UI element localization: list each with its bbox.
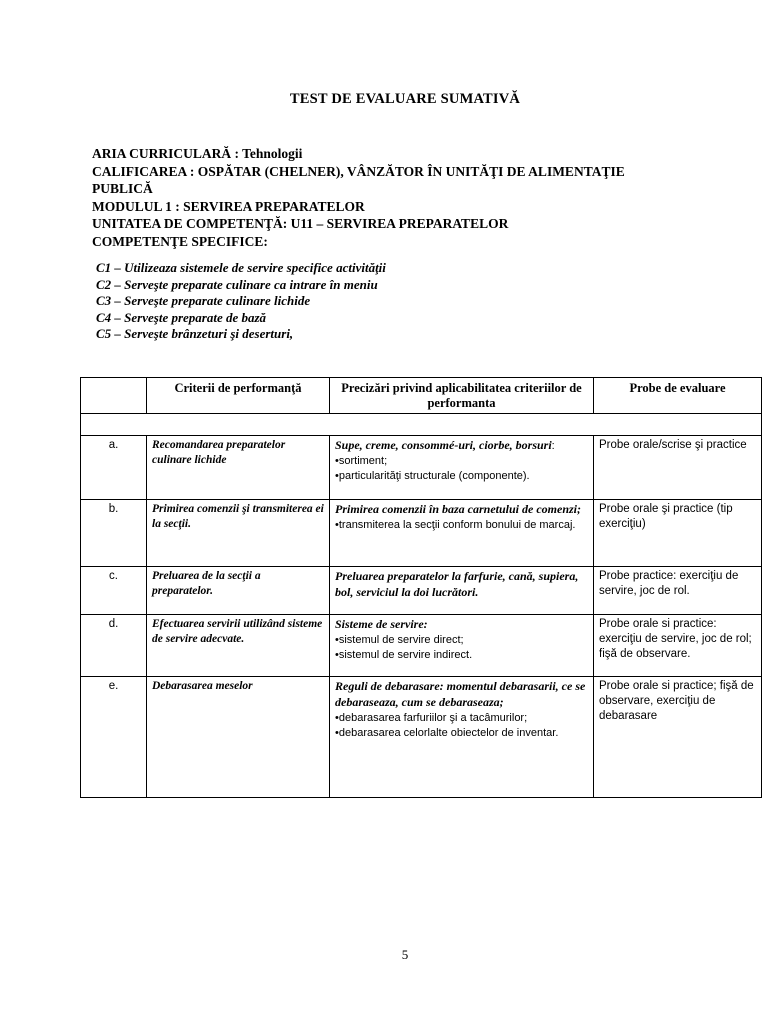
aria-label: ARIA CURRICULARĂ : — [92, 146, 240, 161]
row-letter: a. — [81, 436, 147, 500]
modulul-line: MODULUL 1 : SERVIREA PREPARATELOR — [92, 198, 365, 214]
row-probe: Probe orale si practice; fişă de observare, exerciţiu de debarasare — [594, 677, 762, 798]
competente-heading: COMPETENŢE SPECIFICE: — [92, 233, 268, 249]
precizare-item: •sistemul de servire direct; — [335, 634, 464, 646]
precizare-bold: Sisteme de servire: — [335, 617, 428, 631]
precizare-bold: Primirea comenzii în baza carnetului de comenzi; — [335, 502, 582, 516]
table-row — [81, 500, 762, 567]
competence-item: C5 – Serveşte brânzeturi şi deserturi, — [96, 326, 294, 341]
precizare-suffix: : — [551, 440, 555, 452]
row-precizare — [330, 436, 594, 500]
document-title: TEST DE EVALUARE SUMATIVĂ — [289, 91, 521, 107]
competence-item: C3 – Serveşte preparate culinare lichide — [96, 293, 311, 308]
row-criteriu: Recomandarea preparatelor culinare lichide — [147, 436, 330, 500]
header-cell-criterii: Criterii de performanţă — [147, 378, 330, 414]
row-probe: Probe orale/scrise şi practice — [594, 436, 762, 500]
page-number: 5 — [401, 947, 409, 962]
row-probe: Probe practice: exerciţiu de servire, joc de rol. — [594, 567, 762, 615]
table-header-row — [81, 378, 762, 414]
precizare-item: •particularităţi structurale (componente). — [335, 470, 530, 482]
competence-item: C4 – Serveşte preparate de bază — [96, 309, 267, 325]
row-letter: c. — [81, 567, 147, 615]
row-precizare — [330, 615, 594, 677]
unitatea-line: UNITATEA DE COMPETENŢĂ: U11 – SERVIREA PREPARATELOR — [92, 216, 509, 231]
row-probe: Probe orale si practice: exerciţiu de servire, joc de rol; fişă de observare. — [594, 615, 762, 677]
table-row — [81, 436, 762, 500]
precizare-item: •transmiterea la secţii conform bonului de marcaj. — [335, 519, 576, 531]
row-letter: b. — [81, 500, 147, 567]
table-row — [81, 567, 762, 615]
precizare-bold: Preluarea preparatelor la farfurie, cană, supiera, bol, serviciul la doi lucrători. — [335, 569, 579, 599]
row-criteriu: Preluarea de la secţii a preparatelor. — [147, 567, 330, 615]
header-cell-precizari: Precizări privind aplicabilitatea criteriilor de performanta — [330, 378, 594, 414]
row-criteriu: Debarasarea meselor — [147, 677, 330, 798]
competence-item: C2 – Serveşte preparate culinare ca intrare în meniu — [96, 276, 378, 292]
row-letter: e. — [81, 677, 147, 798]
header-cell-probe: Probe de evaluare — [594, 378, 762, 414]
precizare-bold: Supe, creme, consommé-uri, ciorbe, borsuri — [335, 438, 552, 452]
competence-item: C1 – Utilizeaza sistemele de servire specifice activităţii — [96, 260, 386, 275]
precizare-item: •debarasarea celorlalte obiectelor de inventar. — [335, 727, 559, 739]
table-spacer-row — [81, 414, 762, 436]
precizare-item: •debarasarea farfuriilor şi a tacâmurilor; — [335, 712, 528, 724]
calificarea-line-1: CALIFICAREA : OSPĂTAR (CHELNER), VÂNZĂTOR ÎN UNITĂŢI DE ALIMENTAŢIE — [92, 163, 625, 179]
table-row — [81, 615, 762, 677]
criteria-table — [80, 377, 762, 798]
competences-list — [96, 260, 696, 343]
precizare-item: •sistemul de servire indirect. — [335, 649, 473, 661]
row-probe: Probe orale şi practice (tip exerciţiu) — [594, 500, 762, 567]
document-header — [92, 145, 732, 250]
row-precizare — [330, 567, 594, 615]
header-cell-empty — [81, 378, 147, 414]
row-letter: d. — [81, 615, 147, 677]
calificarea-line-2: PUBLICĂ — [92, 181, 153, 196]
table-row — [81, 677, 762, 798]
precizare-bold: Reguli de debarasare: momentul debarasarii, ce se debaraseaza, cum se debaraseaza; — [335, 679, 586, 709]
row-precizare — [330, 500, 594, 567]
row-criteriu: Efectuarea servirii utilizând sisteme de servire adecvate. — [147, 615, 330, 677]
row-precizare — [330, 677, 594, 798]
aria-curriculara-line — [92, 145, 732, 163]
aria-value: Tehnologii — [242, 146, 303, 161]
row-criteriu: Primirea comenzii şi transmiterea ei la secţii. — [147, 500, 330, 567]
precizare-item: •sortiment; — [335, 455, 388, 467]
spacer-cell — [81, 414, 762, 436]
